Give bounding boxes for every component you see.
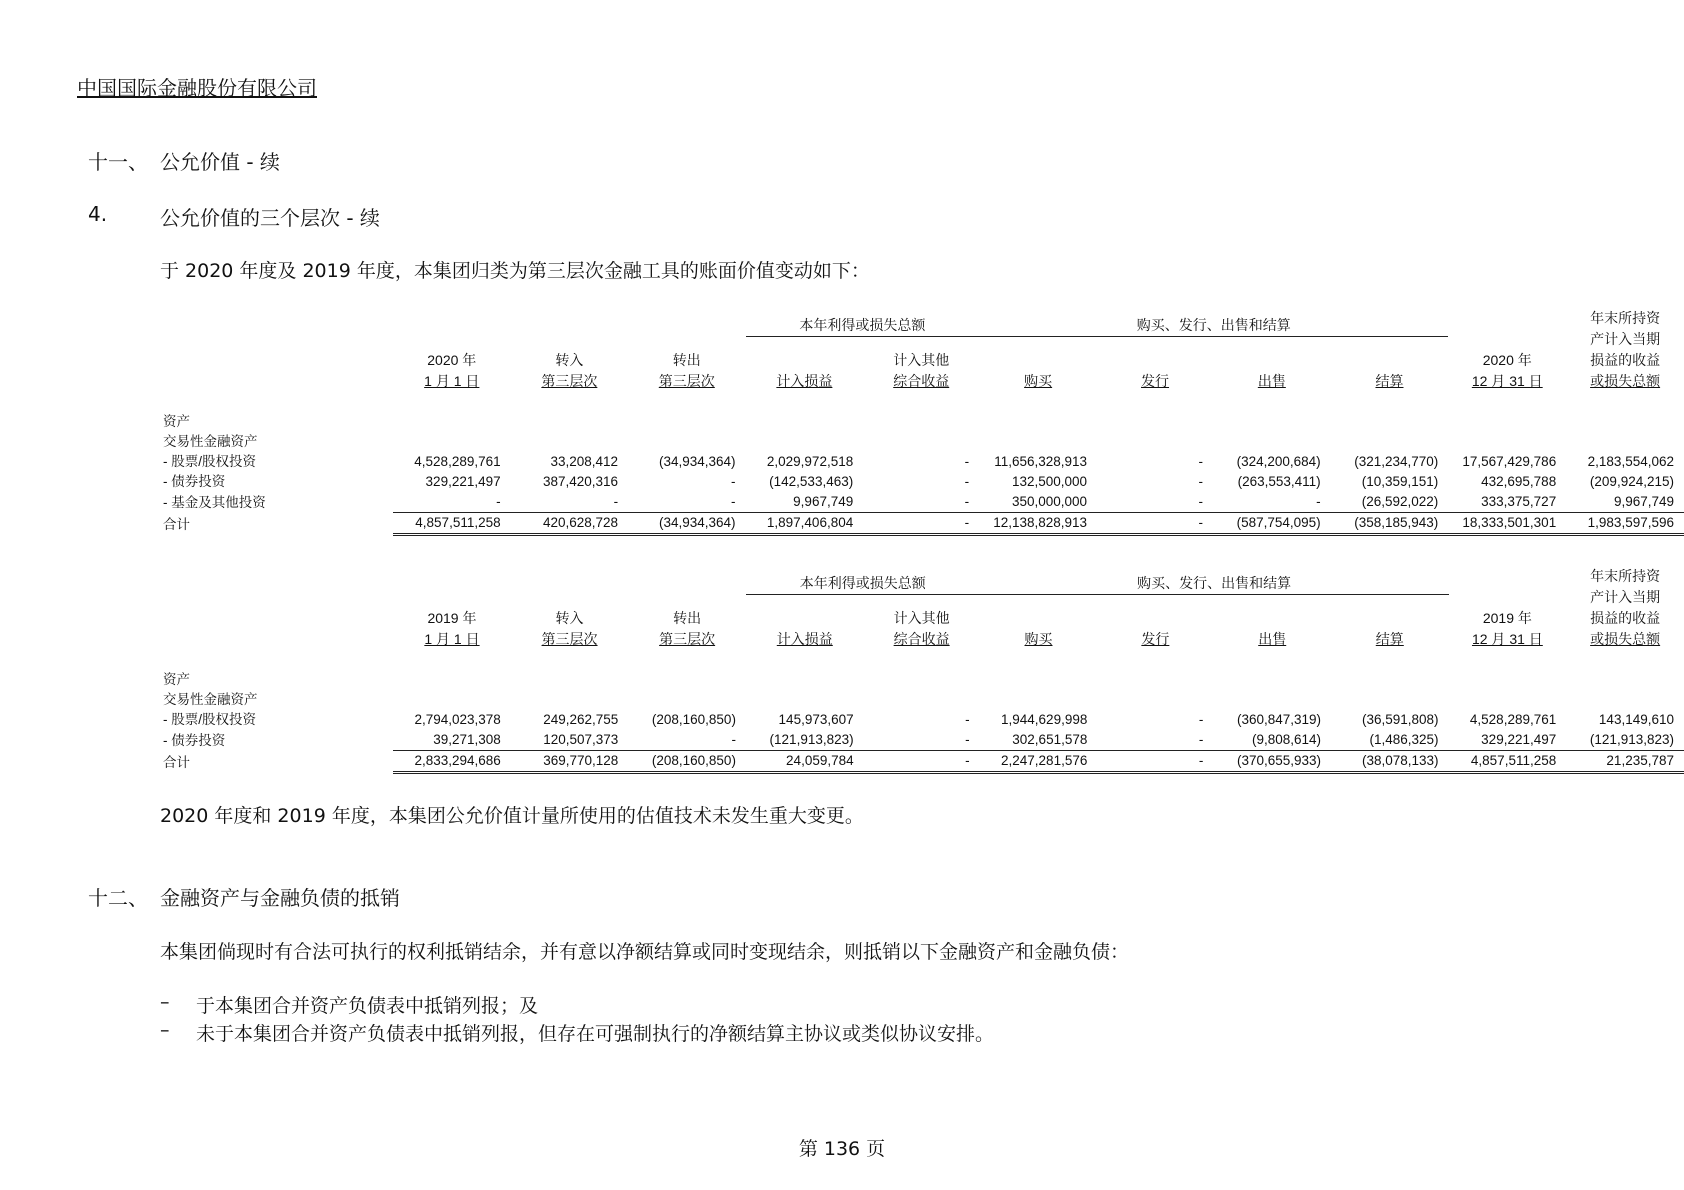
table-cell: 120,507,373: [511, 730, 628, 751]
subsection-4-title: 公允价值的三个层次 - 续: [160, 206, 380, 230]
table-cell: (208,160,850): [651, 712, 736, 727]
col-header: [1097, 594, 1213, 650]
header-line: [1107, 350, 1203, 371]
blank-cell: [155, 308, 393, 336]
total-row: [155, 513, 1684, 535]
col-header: [863, 336, 979, 392]
table-cell: 249,262,755: [543, 712, 619, 727]
spacer-row: [155, 392, 1684, 412]
header-line: 结算: [1375, 373, 1404, 389]
section-label: 资产: [163, 672, 190, 687]
total-cell: -: [863, 513, 979, 535]
column-header-row: [155, 594, 1684, 650]
header-line: 12 月 31 日: [1471, 373, 1543, 389]
table-cell: (121,913,823): [746, 730, 864, 751]
total-cell: 2,833,294,686: [393, 751, 511, 773]
table-cell: 145,973,607: [778, 712, 854, 727]
header-line: 12 月 31 日: [1471, 631, 1543, 647]
header-line: 发行: [1141, 373, 1170, 389]
col-header: [1448, 336, 1566, 392]
header-line: [1341, 350, 1439, 371]
section-label: 交易性金融资产: [163, 434, 258, 449]
header-line: [990, 608, 1088, 629]
table-cell: 350,000,000: [979, 492, 1097, 513]
table-cell: 11,656,328,913: [994, 454, 1088, 469]
header-line: 产计入当期: [1590, 589, 1661, 605]
table-cell: -: [1213, 492, 1331, 513]
table-cell: -: [628, 730, 746, 751]
col-header: [511, 336, 628, 392]
col-header: [628, 594, 746, 650]
section-12-title: 金融资产与金融负债的抵销: [160, 886, 400, 910]
table-row: [155, 452, 1684, 472]
header-line: 发行: [1141, 631, 1170, 647]
header-line: 计入损益: [776, 631, 833, 647]
blank-cell: [1449, 566, 1567, 594]
table-cell: 329,221,497: [425, 474, 501, 489]
header-line: 第三层次: [658, 373, 715, 389]
row-label: - 股票/股权投资: [163, 712, 256, 727]
total-cell: 12,138,828,913: [979, 513, 1097, 535]
table-cell: (263,553,411): [1237, 474, 1321, 489]
table-cell: 329,221,497: [1449, 730, 1567, 751]
table-cell: 1,944,629,998: [1001, 712, 1088, 727]
total-cell: (358,185,943): [1331, 513, 1449, 535]
section-12-number: 十二、: [88, 886, 148, 910]
header-line: 购买: [1024, 631, 1053, 647]
header-line: 或损失总额: [1590, 373, 1661, 389]
col-header: [864, 594, 980, 650]
blank-cell: [155, 392, 393, 412]
table-cell: -: [1198, 474, 1203, 489]
table-cell: 387,420,316: [542, 474, 619, 489]
table-cell: -: [1097, 492, 1213, 513]
header-line: 综合收益: [893, 631, 950, 647]
table-cell: (209,924,215): [1589, 474, 1674, 489]
table-cell: 9,967,749: [1566, 492, 1684, 513]
col-header: [393, 594, 511, 650]
header-line: 1 月 1 日: [424, 631, 480, 647]
header-line: [1107, 608, 1203, 629]
company-name: 中国国际金融股份有限公司: [77, 76, 317, 100]
blank-cell: [393, 566, 511, 594]
table-cell: 4,528,289,761: [1469, 712, 1557, 727]
total-label: 合计: [163, 754, 190, 770]
col-header: [1213, 594, 1331, 650]
col-header: [511, 594, 628, 650]
col-header: [980, 594, 1098, 650]
row-label: - 基金及其他投资: [163, 494, 266, 510]
total-cell: 2,247,281,576: [980, 751, 1098, 773]
section-11-title: 公允价值 - 续: [160, 150, 280, 174]
header-line: 购买: [1024, 373, 1053, 389]
page-number: 第 136 页: [798, 1138, 886, 1160]
table-cell: -: [731, 474, 736, 489]
total-cell: 420,628,728: [511, 513, 628, 535]
valuation-note: 2020 年度和 2019 年度，本集团公允价值计量所使用的估值技术未发生重大变更。: [160, 805, 864, 827]
table-row: [155, 492, 1684, 513]
intro-paragraph: 于 2020 年度及 2019 年度，本集团归类为第三层次金融工具的账面价值变动如下：: [160, 260, 870, 282]
table-cell: (1,486,325): [1331, 730, 1448, 751]
blank-cell: [628, 566, 746, 594]
header-line: 损益的收益: [1590, 610, 1661, 626]
table-cell: -: [628, 492, 745, 513]
group-profit-label: 本年利得或损失总额: [746, 566, 980, 594]
total-label: 合计: [163, 516, 190, 532]
header-line: 计入其他: [893, 610, 950, 626]
header-line: 损益的收益: [1590, 352, 1661, 368]
header-line: 2019 年: [427, 610, 477, 626]
header-line: [1341, 608, 1438, 629]
header-line: 年末所持资: [1590, 310, 1661, 326]
column-header-row: [155, 336, 1684, 392]
row-label: - 债券投资: [163, 474, 226, 489]
col-header: [746, 594, 864, 650]
table-cell: (360,847,319): [1236, 712, 1322, 727]
blank-cell: [393, 308, 511, 336]
table-row: [155, 710, 1684, 730]
row-label: - 股票/股权投资: [163, 454, 256, 469]
header-line: 转入: [555, 610, 584, 626]
header-line: 计入损益: [776, 373, 833, 389]
header-line: 1 月 1 日: [424, 373, 480, 389]
header-line: 第三层次: [659, 631, 716, 647]
col-header: [1213, 336, 1331, 392]
group-profit-label: 本年利得或损失总额: [746, 308, 980, 336]
header-line: 结算: [1375, 631, 1404, 647]
total-cell: -: [1097, 513, 1213, 535]
table-cell: -: [864, 730, 980, 751]
total-cell: 24,059,784: [746, 751, 864, 773]
section-label-row: [155, 432, 1684, 452]
table-cell: (10,359,151): [1361, 474, 1439, 489]
table-cell: -: [511, 492, 628, 513]
table-cell: 33,208,412: [550, 454, 619, 469]
table-cell: 2,794,023,378: [414, 712, 501, 727]
group-purchase-label: 购买、发行、出售和结算: [979, 308, 1448, 336]
level3-table-2020: [155, 308, 1684, 536]
table-cell: 9,967,749: [746, 492, 864, 513]
table-cell: -: [965, 712, 970, 727]
header-line: 第三层次: [541, 373, 598, 389]
col-header: [628, 336, 745, 392]
total-cell: 4,857,511,258: [393, 513, 511, 535]
header-line: 2020 年: [1482, 352, 1532, 368]
table-cell: -: [1198, 454, 1203, 469]
section-label: 交易性金融资产: [163, 692, 258, 707]
total-cell: 18,333,501,301: [1448, 513, 1566, 535]
table-cell: 2,029,972,518: [766, 454, 854, 469]
table-cell: -: [863, 492, 979, 513]
header-line: [989, 350, 1087, 371]
bullet-dash-2: –: [160, 1019, 170, 1041]
level3-table-2019: [155, 566, 1684, 774]
header-line: 综合收益: [893, 373, 950, 389]
col-header: [746, 336, 864, 392]
bullet-dash-1: –: [160, 991, 170, 1013]
total-cell: (370,655,933): [1213, 751, 1331, 773]
header-line: 转出: [673, 610, 702, 626]
header-line: 2020 年: [427, 352, 477, 368]
total-cell: 1,897,406,804: [746, 513, 864, 535]
blank-cell: [511, 308, 628, 336]
header-line: 2019 年: [1482, 610, 1532, 626]
table-row: [155, 472, 1684, 492]
table-cell: (36,591,808): [1361, 712, 1439, 727]
table-cell: -: [964, 454, 970, 469]
total-cell: -: [1097, 751, 1213, 773]
table-cell: (26,592,022): [1331, 492, 1449, 513]
total-cell: (34,934,364): [628, 513, 745, 535]
table-cell: 39,271,308: [393, 730, 511, 751]
header-line: [1223, 608, 1321, 629]
header-line: [756, 350, 854, 371]
table-cell: 333,375,727: [1448, 492, 1566, 513]
table-cell: -: [1097, 730, 1213, 751]
header-line: 产计入当期: [1590, 331, 1661, 347]
subsection-4-number: 4.: [88, 202, 108, 226]
table-cell: (121,913,823): [1566, 730, 1684, 751]
table-cell: 143,149,610: [1598, 712, 1674, 727]
table-cell: 2,183,554,062: [1587, 454, 1674, 469]
table-cell: (9,808,614): [1213, 730, 1331, 751]
table-cell: (34,934,364): [658, 454, 736, 469]
table-cell: 4,528,289,761: [414, 454, 501, 469]
header-line: [1223, 350, 1321, 371]
header-line: 出售: [1257, 373, 1286, 389]
table-cell: -: [1198, 712, 1204, 727]
total-cell: 4,857,511,258: [1449, 751, 1567, 773]
table-cell: 132,500,000: [1011, 474, 1088, 489]
col-header: [1449, 594, 1567, 650]
col-header: [979, 336, 1097, 392]
col-header: [1331, 594, 1448, 650]
group-header-row: [155, 566, 1684, 594]
total-cell: (587,754,095): [1213, 513, 1331, 535]
table-cell: (324,200,684): [1236, 454, 1321, 469]
blank-cell: [1448, 308, 1566, 336]
table-cell: (321,234,770): [1354, 454, 1439, 469]
header-line: 年末所持资: [1590, 568, 1661, 584]
table-cell: 17,567,429,786: [1462, 454, 1557, 469]
col-header: [1097, 336, 1213, 392]
group-header-row: [155, 308, 1684, 336]
col-header: [1331, 336, 1449, 392]
col-header-period-gain: [1566, 308, 1684, 392]
table-cell: -: [393, 492, 511, 513]
table-cell: 432,695,788: [1481, 474, 1557, 489]
col-header: [393, 336, 511, 392]
total-row: [155, 751, 1684, 773]
total-cell: 21,235,787: [1566, 751, 1684, 773]
header-line: 转入: [555, 352, 584, 368]
total-cell: -: [864, 751, 980, 773]
total-cell: (38,078,133): [1331, 751, 1448, 773]
col-header-period-gain: [1566, 566, 1684, 650]
total-cell: 369,770,128: [511, 751, 628, 773]
blank-cell: [511, 566, 628, 594]
section-label-row: [155, 670, 1684, 690]
header-line: 计入其他: [893, 352, 950, 368]
total-cell: (208,160,850): [628, 751, 746, 773]
group-purchase-label: 购买、发行、出售和结算: [980, 566, 1449, 594]
section-11-number: 十一、: [88, 150, 148, 174]
blank-cell: [155, 566, 393, 594]
table-row: [155, 730, 1684, 751]
blank-cell: [155, 594, 393, 650]
table-cell: 302,651,578: [980, 730, 1098, 751]
blank-cell: [628, 308, 745, 336]
blank-cell: [155, 336, 393, 392]
row-label: - 债券投资: [163, 732, 226, 748]
table-cell: (142,533,463): [769, 474, 854, 489]
header-line: 出售: [1258, 631, 1287, 647]
header-line: 第三层次: [541, 631, 598, 647]
header-line: 或损失总额: [1590, 631, 1661, 647]
offset-intro: 本集团倘现时有合法可执行的权利抵销结余，并有意以净额结算或同时变现结余，则抵销以下金融资产和金融负债：: [160, 941, 1130, 963]
blank-cell: [155, 650, 393, 670]
table-cell: -: [964, 474, 970, 489]
section-label: 资产: [163, 414, 190, 429]
section-label-row: [155, 690, 1684, 710]
spacer-row: [155, 650, 1684, 670]
bullet-text-1: 于本集团合并资产负债表中抵销列报；及: [196, 995, 539, 1017]
header-line: 转出: [672, 352, 701, 368]
total-cell: 1,983,597,596: [1566, 513, 1684, 535]
section-label-row: [155, 412, 1684, 432]
bullet-text-2: 未于本集团合并资产负债表中抵销列报，但存在可强制执行的净额结算主协议或类似协议安排。: [196, 1023, 995, 1045]
header-line: [756, 608, 854, 629]
